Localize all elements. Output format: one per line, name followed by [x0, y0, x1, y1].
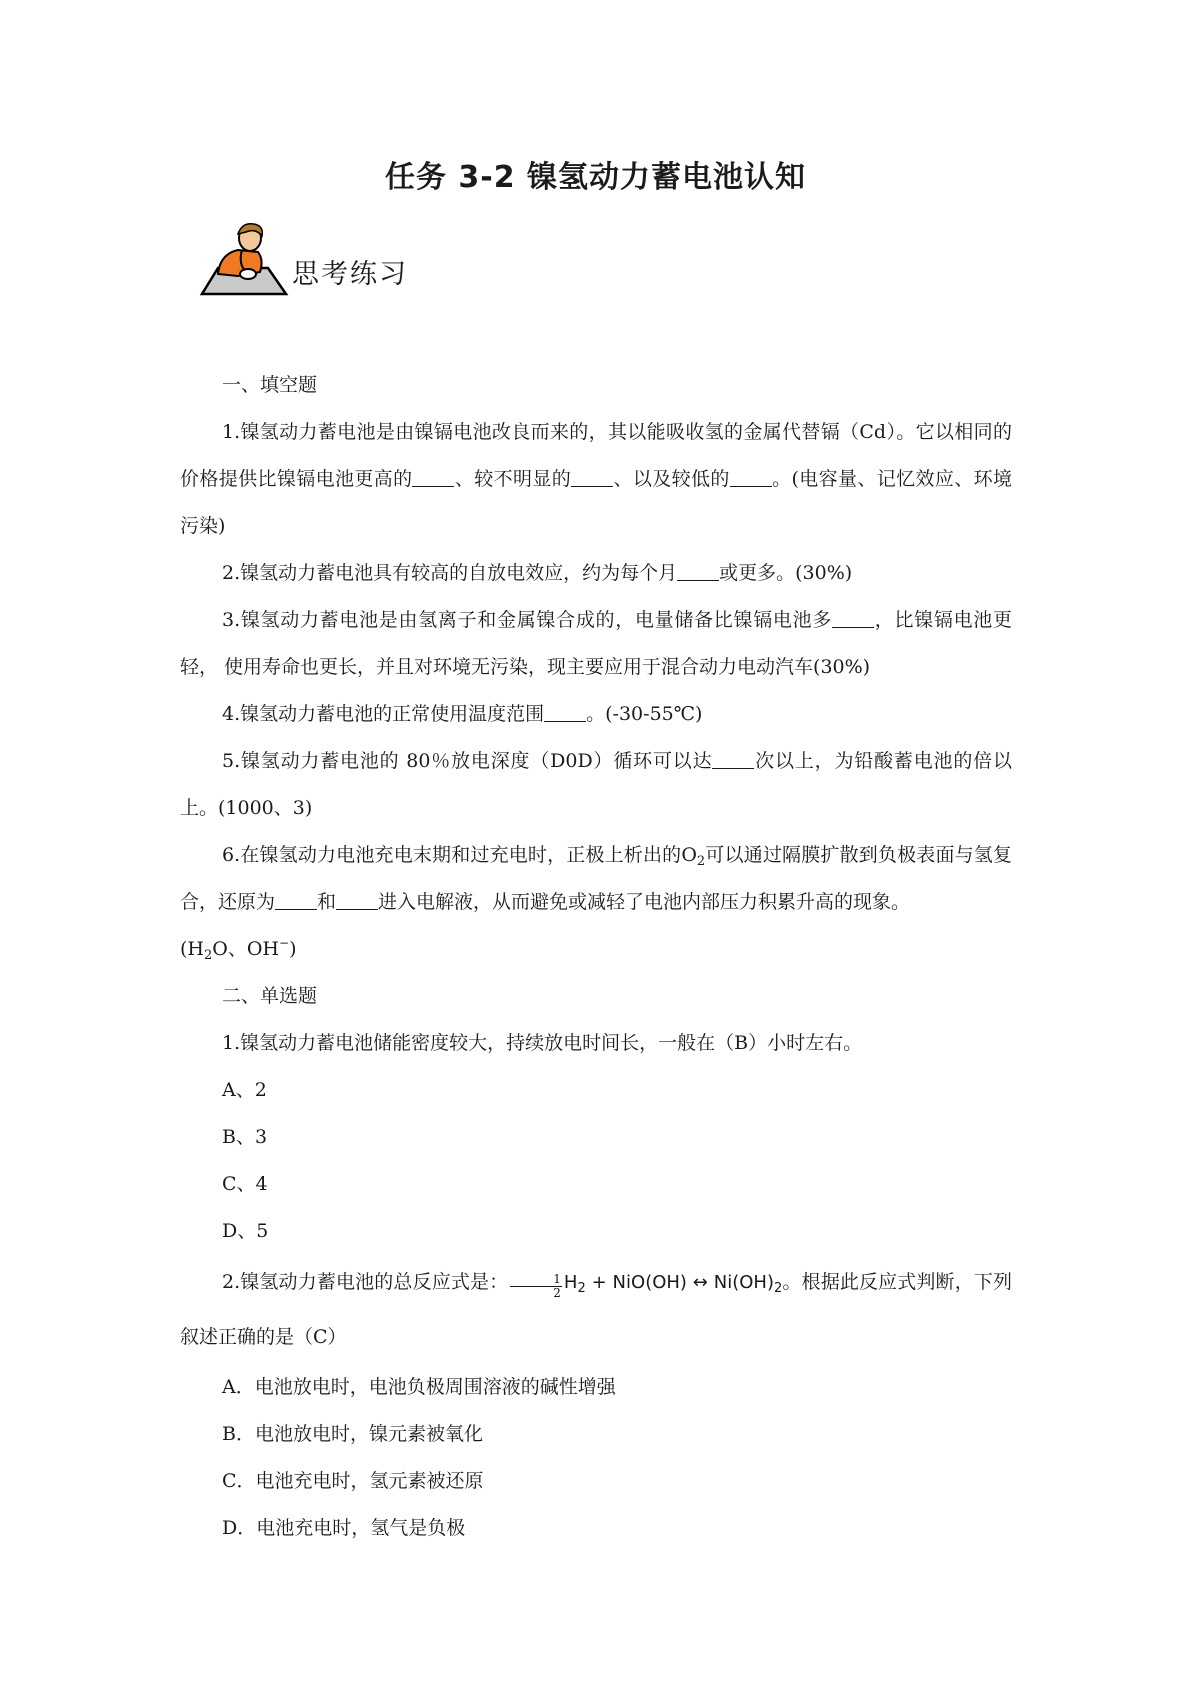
- answer-blank: [275, 890, 317, 910]
- choice-option: C、4: [222, 1173, 268, 1195]
- fill-question-6: 6.在镍氢动力电池充电末期和过充电时，正极上析出的$O_2$可以通过隔膜扩散到负极表面与氢复合，还原为 和 进入电解液，从而避免或减轻了电池内部压力积累升高的现象。: [180, 844, 1012, 913]
- section-header: [198, 220, 458, 300]
- choice-option: D、5: [222, 1220, 269, 1242]
- part1-heading: 一、填空题: [222, 374, 318, 396]
- fill-question-2: 2.镍氢动力蓄电池具有较高的自放电效应，约为每个月 或更多。(30%): [222, 562, 853, 584]
- answer-blank: [336, 890, 378, 910]
- document-body: [180, 362, 1012, 1552]
- fill-question-6-answer: ($H_2O$、OH−): [180, 936, 297, 963]
- fill-question-1: 1.镍氢动力蓄电池是由镍镉电池改良而来的，其以能吸收氢的金属代替镉（Cd）。它以相同的价格提供比镍镉电池更高的 、较不明显的 、以及较低的 。(电容量、记忆效应、环境污染): [180, 421, 1012, 537]
- answer-blank: [712, 749, 754, 769]
- choice-option: B．电池放电时，镍元素被氧化: [222, 1423, 483, 1445]
- answer-blank: [832, 608, 874, 628]
- answer-blank: [571, 467, 613, 487]
- fill-question-3: 3.镍氢动力蓄电池是由氢离子和金属镍合成的，电量储备比镍镉电池多 ，比镍镉电池更轻， 使用寿命也更长，并且对环境无污染，现主要应用于混合动力电动汽车(30%): [180, 609, 1012, 678]
- fill-question-4: 4.镍氢动力蓄电池的正常使用温度范围 。(-30-55℃): [222, 703, 703, 725]
- answer-blank: [730, 467, 772, 487]
- choice-question-1: 1.镍氢动力蓄电池储能密度较大，持续放电时间长，一般在（B）小时左右。: [222, 1032, 863, 1054]
- section-label: 思考练习: [292, 259, 408, 290]
- answer-blank: [544, 702, 586, 722]
- answer-blank: [412, 467, 454, 487]
- fill-question-5: 5.镍氢动力蓄电池的 80％放电深度（D0D）循环可以达 次以上，为铅酸蓄电池的倍以上。(1000、3): [180, 750, 1012, 819]
- choice-option: A、2: [222, 1079, 267, 1101]
- answer-blank: [677, 561, 719, 581]
- choice-option: C．电池充电时，氢元素被还原: [222, 1470, 484, 1492]
- choice-option: D．电池充电时，氢气是负极: [222, 1517, 466, 1539]
- part2-heading: 二、单选题: [222, 985, 318, 1007]
- choice-option: B、3: [222, 1126, 268, 1148]
- page-title: 任务 3-2 镍氢动力蓄电池认知: [384, 160, 807, 195]
- choice-option: A．电池放电时，电池负极周围溶液的碱性增强: [222, 1376, 616, 1398]
- fraction: $\frac{1}{2}$: [510, 1273, 562, 1300]
- thinking-person-icon: [198, 220, 290, 300]
- choice-question-2: 2.镍氢动力蓄电池的总反应式是： $\frac{1}{2}$ $H_2 + NiO(OH)$ ↔ $Ni(OH)_2$。根据此反应式判断，下列叙述正确的是（C）: [180, 1271, 1012, 1348]
